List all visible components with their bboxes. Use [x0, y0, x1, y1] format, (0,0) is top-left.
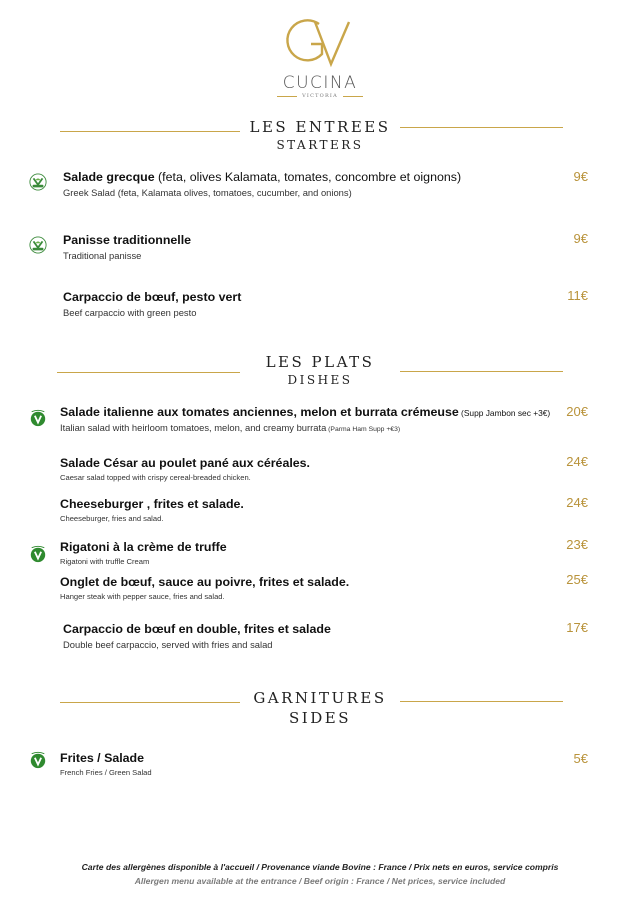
menu-item — [63, 170, 461, 198]
item-name: Salade grecque — [63, 170, 155, 184]
item-price: 23€ — [566, 537, 588, 552]
item-description: Traditional panisse — [63, 250, 142, 261]
item-description: Hanger steak with pepper sauce, fries and salad. — [60, 592, 225, 601]
menu-item — [60, 540, 227, 566]
vegan-badge-icon — [29, 236, 47, 254]
item-description: Cheeseburger, fries and salad. — [60, 514, 164, 523]
vegetarian-badge-icon — [29, 751, 47, 769]
item-name: Panisse traditionnelle — [63, 233, 192, 247]
menu-item — [60, 456, 310, 482]
item-description: French Fries / Green Salad — [60, 768, 152, 777]
item-description: Caesar salad topped with crispy cereal-breaded chicken. — [60, 473, 251, 482]
section-title-en: STARTERS — [276, 138, 364, 152]
item-price: 20€ — [566, 404, 588, 419]
vegetarian-badge-icon — [29, 409, 47, 427]
logo-name: CUCINA — [282, 73, 358, 93]
item-name: Cheeseburger , frites et salade. — [60, 497, 244, 511]
item-description: Rigatoni with truffle Cream — [60, 557, 150, 566]
item-price: 9€ — [573, 231, 588, 246]
item-description: Beef carpaccio with green pesto — [63, 307, 197, 318]
item-description: Italian salad with heirloom tomatoes, melon, and creamy burrata — [60, 422, 327, 433]
menu-item — [60, 405, 550, 433]
item-price: 11€ — [567, 288, 588, 303]
item-price: 25€ — [566, 572, 588, 587]
menu-item — [63, 290, 241, 318]
logo-subtitle: VICTORIA — [302, 93, 338, 99]
restaurant-logo — [0, 14, 640, 99]
vegetarian-badge-icon — [29, 545, 47, 563]
item-name-details: (feta, olives Kalamata, tomates, concombre et oignons) — [154, 170, 462, 184]
section-divider-right — [400, 371, 563, 372]
item-price: 5€ — [573, 751, 588, 766]
vegan-badge-icon — [29, 173, 47, 191]
section-title-en: SIDES — [289, 709, 351, 727]
item-name: Carpaccio de bœuf, pesto vert — [63, 290, 242, 304]
section-title-fr: GARNITURES — [253, 689, 387, 707]
item-description: Greek Salad (feta, Kalamata olives, tomatoes, cucumber, and onions) — [63, 187, 352, 198]
menu-item — [60, 497, 244, 523]
item-supplement: (Supp Jambon sec +3€) — [458, 408, 551, 418]
item-price: 24€ — [566, 454, 588, 469]
item-name: Rigatoni à la crème de truffe — [60, 540, 227, 554]
gv-monogram-icon — [275, 14, 365, 72]
item-price: 24€ — [566, 495, 588, 510]
menu-item — [60, 575, 349, 601]
section-title-fr: LES PLATS — [265, 353, 375, 371]
item-name: Carpaccio de bœuf en double, frites et salade — [63, 622, 331, 636]
item-name: Frites / Salade — [60, 751, 145, 765]
footer-note-en: Allergen menu available at the entrance / Beef origin : France / Net prices, service included — [134, 876, 506, 886]
item-name: Onglet de bœuf, sauce au poivre, frites et salade. — [60, 575, 350, 589]
footer-note-fr: Carte des allergènes disponible à l'accueil / Provenance viande Bovine : France / Prix nets en euros, service compris — [81, 862, 559, 872]
menu-item — [60, 751, 152, 777]
menu-footer — [0, 862, 640, 886]
item-description: Double beef carpaccio, served with fries and salad — [63, 639, 273, 650]
section-title-fr: LES ENTREES — [249, 118, 391, 136]
section-title-en: DISHES — [287, 373, 353, 387]
item-price: 17€ — [566, 620, 588, 635]
item-supplement-en: (Parma Ham Supp +€3) — [326, 426, 401, 433]
menu-item — [63, 622, 331, 650]
item-name: Salade César au poulet pané aux céréales. — [60, 456, 310, 470]
item-price: 9€ — [573, 169, 588, 184]
item-name: Salade italienne aux tomates anciennes, melon et burrata crémeuse — [60, 405, 459, 419]
menu-item — [63, 233, 191, 261]
